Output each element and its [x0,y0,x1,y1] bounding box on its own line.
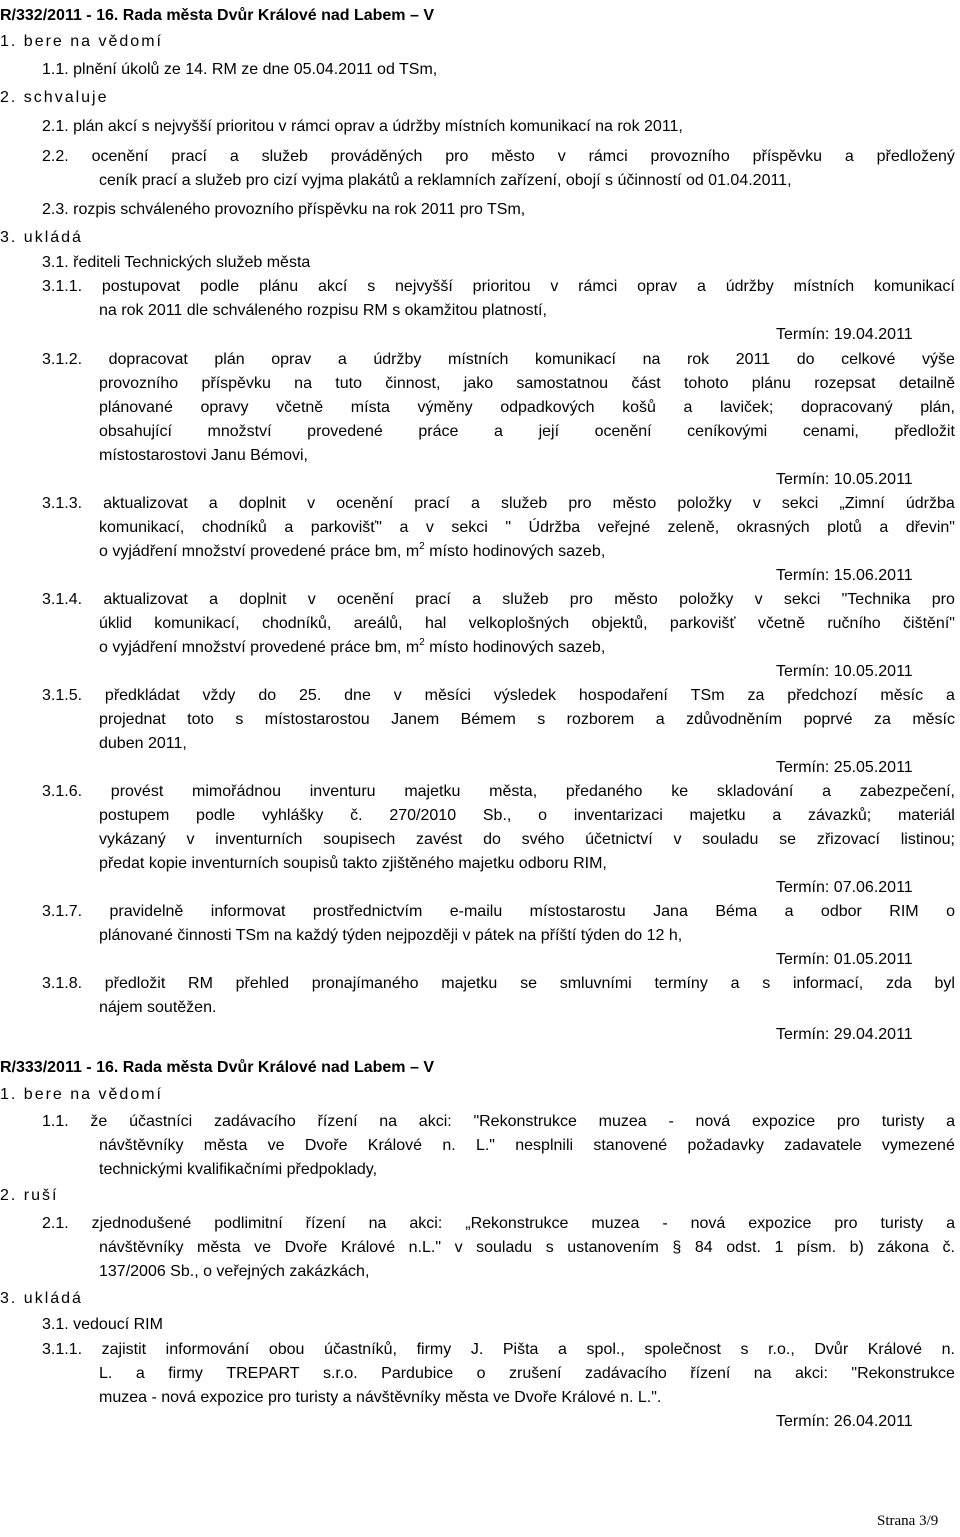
text-line: 3.1.2. dopracovat plán oprav a údržby místních komunikací na rok 2011 do celkové výše [42,351,955,368]
section-heading: 2. schvaluje [0,89,109,106]
text-line: 1.1. že účastníci zadávacího řízení na akci: "Rekonstrukce muzea - nová expozice pro turisty a [42,1113,955,1130]
text-line: 3.1.7. pravidelně informovat prostřednictvím e-mailu místostarostu Jana Béma a odbor RIM o [42,903,955,920]
text-line: duben 2011, [99,735,187,752]
text-line: 1.1. plnění úkolů ze 14. RM ze dne 05.04.2011 od TSm, [42,61,438,78]
section-heading: 1. bere na vědomí [0,33,163,50]
resolution-heading: R/332/2011 - 16. Rada města Dvůr Králové nad Labem – V [0,7,434,24]
text-line: Termín: 01.05.2011 [776,951,913,968]
text-line: Termín: 15.06.2011 [776,567,913,584]
text-line: 3.1.1. postupovat podle plánu akcí s nejvyšší prioritou v rámci oprav a údržby místních komunikací [42,278,955,295]
text-line: Termín: 10.05.2011 [776,663,913,680]
text-line: 3.1.6. provést mimořádnou inventuru majetku města, předaného ke skladování a zabezpečení, [42,783,955,800]
text-line: na rok 2011 dle schváleného rozpisu RM s okamžitou platností, [99,302,547,319]
text-line: plánované činnosti TSm na každý týden nejpozději v pátek na příští týden do 12 h, [99,927,683,944]
text-line: nájem soutěžen. [99,999,217,1016]
text-line: o vyjádření množství provedené práce bm, $m^2$ místo hodinových sazeb, [99,637,606,656]
text-line: 3.1. vedoucí RIM [42,1316,163,1333]
text-line: muzea - nová expozice pro turisty a návštěvníky města ve Dvoře Králové n. L.". [99,1389,662,1406]
section-heading: 2. ruší [0,1187,59,1204]
text-line: 137/2006 Sb., o veřejných zakázkách, [99,1263,370,1280]
text-line: vykázaný v inventurních soupisech zavést do svého účetnictví v souladu se zřizovací listinou; [99,831,955,848]
section-heading: 1. bere na vědomí [0,1086,163,1103]
text-line: provozního příspěvku na tuto činnost, jako samostatnou část tohoto plánu rozepsat detailně [99,375,955,392]
text-line: 2.1. zjednodušené podlimitní řízení na akci: „Rekonstrukce muzea - nová expozice pro turisty a [42,1215,955,1232]
text-line: 2.1. plán akcí s nejvyšší prioritou v rámci oprav a údržby místních komunikací na rok 2011, [42,118,683,135]
resolution-heading: R/333/2011 - 16. Rada města Dvůr Králové nad Labem – V [0,1059,434,1076]
text-line: 3.1. řediteli Technických služeb města [42,254,311,271]
text-line: o vyjádření množství provedené práce bm, $m^2$ místo hodinových sazeb, [99,541,606,560]
text-line: 3.1.5. předkládat vždy do 25. dne v měsíci výsledek hospodaření TSm za předchozí měsíc a [42,687,955,704]
text-line: návštěvníky města ve Dvoře Králové n. L." nesplnili stanovené požadavky zadavatele vymezené [99,1137,955,1154]
section-heading: 3. ukládá [0,229,83,246]
text-line: 3.1.3. aktualizovat a doplnit v ocenění prací a služeb pro město položky v sekci „Zimní údržba [42,495,955,512]
text-line: obsahující množství provedené práce a její ocenění ceníkovými cenami, předložit [99,423,955,440]
text-line: 3.1.8. předložit RM přehled pronajímaného majetku se smluvními termíny a s informací, zda byl [42,975,955,992]
text-line: návštěvníky města ve Dvoře Králové n.L." v souladu s ustanovením § 84 odst. 1 písm. b) zákona č. [99,1239,955,1256]
section-heading: 3. ukládá [0,1290,83,1307]
text-line: ceník prací a služeb pro cizí vyjma plakátů a reklamních zařízení, obojí s účinností od 01.04.2011, [99,172,792,189]
text-line: Termín: 26.04.2011 [776,1413,913,1430]
text-line: projednat toto s místostarostou Janem Bémem s rozborem a zdůvodněním poprvé za měsíc [99,711,955,728]
text-line: technickými kvalifikačními předpoklady, [99,1161,378,1178]
text-line: úklid komunikací, chodníků, areálů, hal velkoplošných objektů, parkovišť včetně ručního čištění" [99,615,955,632]
text-line: předat kopie inventurních soupisů takto zjištěného majetku odboru RIM, [99,855,607,872]
text-line: 2.3. rozpis schváleného provozního příspěvku na rok 2011 pro TSm, [42,201,526,218]
text-line: Termín: 07.06.2011 [776,879,913,896]
text-line: místostarostovi Janu Bémovi, [99,447,308,464]
text-line: 2.2. ocenění prací a služeb prováděných pro město v rámci provozního příspěvku a předložený [42,148,955,165]
text-line: postupem podle vyhlášky č. 270/2010 Sb., o inventarizaci majetku a závazků; materiál [99,807,955,824]
text-line: komunikací, chodníků a parkovišť" a v sekci " Údržba veřejné zeleně, okrasných plotů a dřevin" [99,519,955,536]
text-line: L. a firmy TREPART s.r.o. Pardubice o zrušení zadávacího řízení na akci: "Rekonstrukce [99,1365,955,1382]
text-line: Termín: 25.05.2011 [776,759,913,776]
text-line: Termín: 19.04.2011 [776,326,913,343]
text-line: Termín: 10.05.2011 [776,471,913,488]
text-line: Termín: 29.04.2011 [776,1026,913,1043]
page-number: Strana 3/9 [877,1513,939,1529]
text-line: plánované opravy včetně místa výměny odpadkových košů a laviček; dopracovaný plán, [99,399,955,416]
text-line: 3.1.4. aktualizovat a doplnit v ocenění prací a služeb pro město položky v sekci "Technika pro [42,591,955,608]
text-line: 3.1.1. zajistit informování obou účastníků, firmy J. Pišta a spol., společnost s r.o., Dvůr Králové n. [42,1341,955,1358]
